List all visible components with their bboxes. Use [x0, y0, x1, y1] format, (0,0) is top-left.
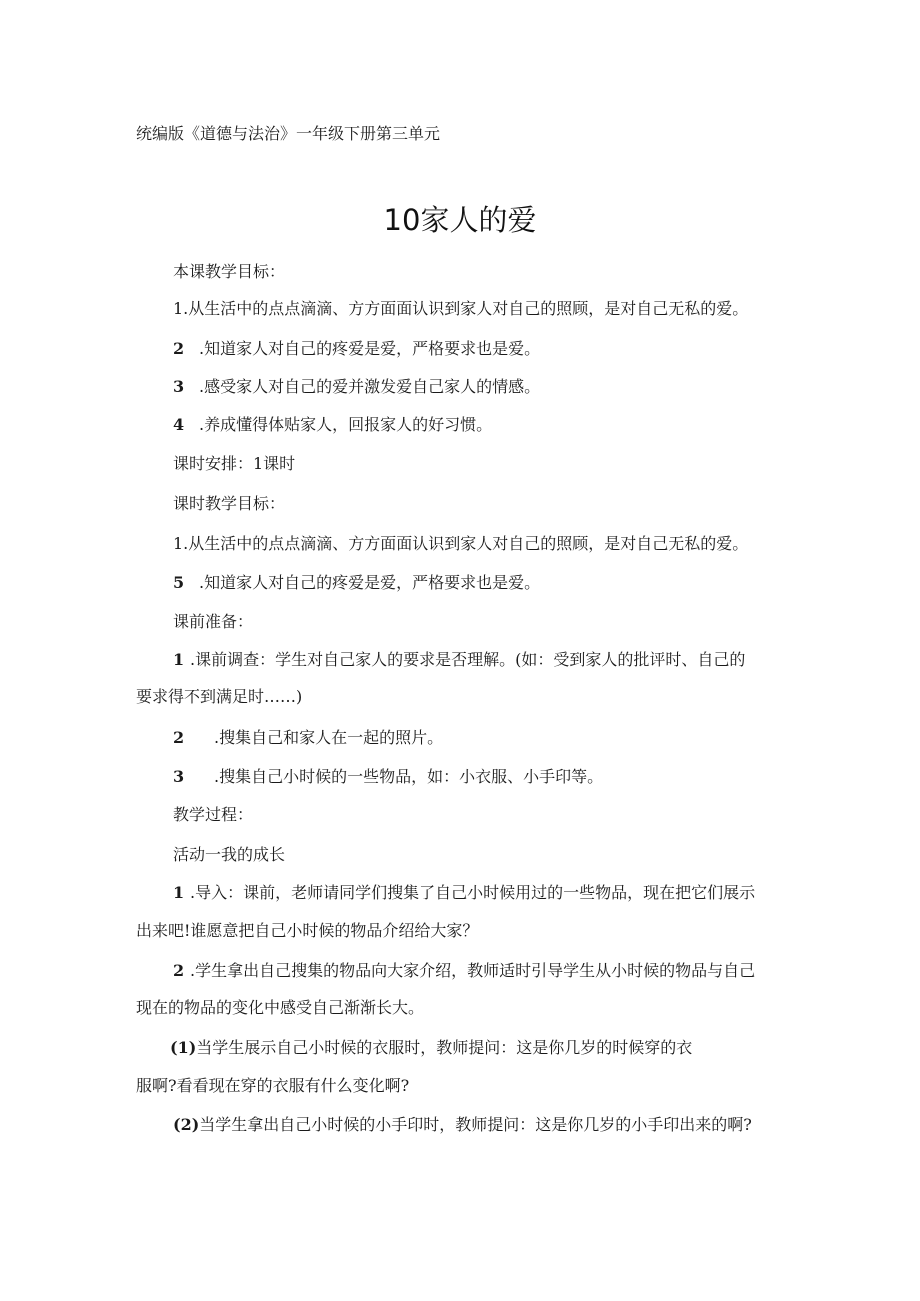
unit-goal-item — [173, 415, 492, 435]
preparation-continuation: 要求得不到满足时……) — [136, 687, 303, 706]
process-step-continuation: 出来吧!谁愿意把自己小时候的物品介绍给大家？ — [136, 921, 479, 940]
preparation-number: 2 — [173, 728, 185, 747]
process-step-continuation: 现在的物品的变化中感受自己渐渐长大。 — [136, 998, 425, 1017]
process-step-text: .学生拿出自己搜集的物品向大家介绍，教师适时引导学生从小时候的物品与自己 — [190, 961, 756, 980]
process-substep-number: (2) — [173, 1115, 200, 1134]
lesson-goal-number: 1. — [173, 534, 189, 553]
process-step — [173, 961, 755, 981]
process-substep-continuation: 服啊?看看现在穿的衣服有什么变化啊? — [136, 1076, 410, 1095]
process-step-number: 2 — [173, 961, 185, 980]
unit-goal-item — [173, 299, 748, 319]
lesson-title: 10家人的爱 — [383, 203, 537, 237]
unit-goal-text: 从生活中的点点滴滴、方方面面认识到家人对自己的照顾，是对自己无私的爱。 — [188, 299, 749, 318]
preparation-text: .课前调查：学生对自己家人的要求是否理解。(如：受到家人的批评时、自己的 — [190, 650, 746, 669]
schedule-line: 课时安排：1课时 — [173, 454, 296, 473]
preparation-heading: 课前准备： — [173, 612, 254, 631]
preparation-item — [173, 767, 603, 787]
unit-goal-number: 2 — [173, 339, 185, 358]
process-substep-text: 当学生拿出自己小时候的小手印时，教师提问：这是你几岁的小手印出来的啊? — [199, 1115, 752, 1134]
process-substep — [173, 1115, 752, 1135]
process-substep-text: 当学生展示自己小时候的衣服时，教师提问：这是你几岁的时候穿的衣 — [196, 1038, 693, 1057]
lesson-goal-item — [173, 534, 748, 554]
unit-goal-text: .感受家人对自己的爱并激发爱自己家人的情感。 — [199, 377, 541, 396]
preparation-number: 1 — [173, 650, 185, 669]
unit-goals-heading: 本课教学目标： — [173, 262, 286, 281]
unit-goal-number: 3 — [173, 377, 185, 396]
unit-goal-text: .养成懂得体贴家人，回报家人的好习惯。 — [199, 415, 493, 434]
lesson-goal-text: .知道家人对自己的疼爱是爱，严格要求也是爱。 — [199, 573, 541, 592]
preparation-item — [173, 650, 745, 670]
unit-goal-text: .知道家人对自己的疼爱是爱，严格要求也是爱。 — [199, 339, 541, 358]
process-substep-number: (1) — [170, 1038, 197, 1057]
process-heading: 教学过程： — [173, 805, 254, 824]
preparation-item — [173, 728, 443, 748]
unit-goal-item — [173, 377, 540, 397]
lesson-goal-number: 5 — [173, 573, 185, 592]
preparation-text: .搜集自己和家人在一起的照片。 — [214, 728, 444, 747]
preparation-number: 3 — [173, 767, 185, 786]
preparation-text: .搜集自己小时候的一些物品，如：小衣服、小手印等。 — [214, 767, 604, 786]
document-header: 统编版《道德与法治》一年级下册第三单元 — [136, 124, 441, 143]
lesson-goal-item — [173, 573, 540, 593]
process-step-text: .导入：课前，老师请同学们搜集了自己小时候用过的一些物品，现在把它们展示 — [190, 883, 756, 902]
lesson-goals-heading: 课时教学目标： — [173, 494, 286, 513]
unit-goal-number: 1. — [173, 299, 189, 318]
process-step-number: 1 — [173, 883, 185, 902]
unit-goal-item — [173, 339, 540, 359]
lesson-goal-text: 从生活中的点点滴滴、方方面面认识到家人对自己的照顾，是对自己无私的爱。 — [188, 534, 749, 553]
unit-goal-number: 4 — [173, 415, 185, 434]
process-step — [173, 883, 755, 903]
activity-title: 活动一我的成长 — [173, 845, 286, 864]
process-substep — [170, 1038, 692, 1058]
